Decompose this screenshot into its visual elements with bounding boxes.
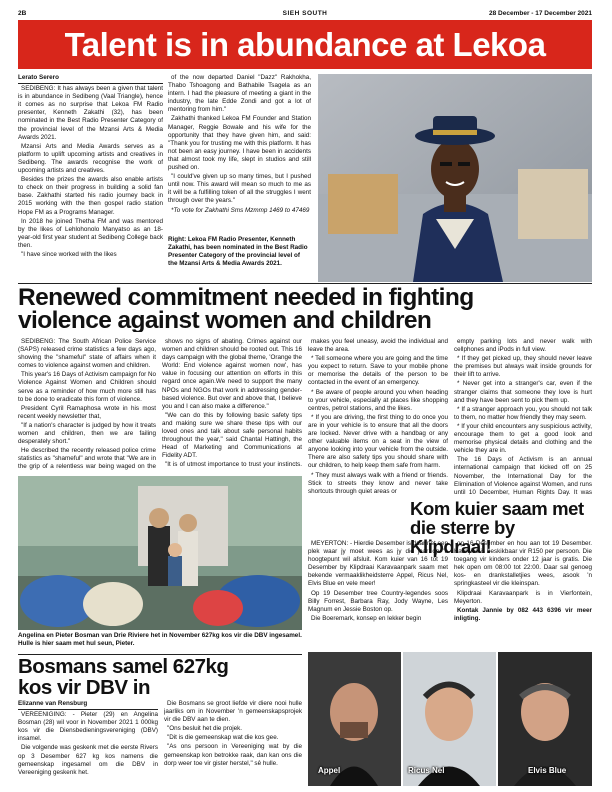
page-number: 2B bbox=[18, 10, 27, 17]
page-folio bbox=[18, 10, 592, 20]
klipdraai-article-col2 bbox=[454, 540, 592, 648]
bosmans-paragraph: "Dit is die gemeenskap wat die kos gee. bbox=[167, 734, 279, 742]
renewed-paragraph: * Tell someone where you are going and the time you expect to return. Save to your mobile phone or memorise the details of the person to be contacted in the event of an emergency. bbox=[308, 355, 448, 387]
talent-paragraph: In 2018 he joined Thetha FM and was mentored by the likes of Lehlohonolo Manyatso as an 18-year-old first year student at Sedibeng College back then. bbox=[18, 217, 163, 249]
renewed-paragraph: * Be aware of people around you when heading to your vehicle, especially at places like shopping centres, petrol stations, and the likes. bbox=[308, 388, 448, 412]
renewed-paragraph: SEDIBENG: The South African Police Service (SAPS) released crime statistics a few days ago, showing the "shameful" state of affairs when it comes to violence against women and children. bbox=[18, 338, 156, 370]
renewed-article-col3 bbox=[308, 338, 448, 506]
talent-article-col1 bbox=[18, 74, 163, 279]
talent-vote-note: *To vote for Zakhathi Sms Mzmmp 1469 to 47469 bbox=[171, 206, 310, 214]
renewed-paragraph: "It is of utmost importance to trust your instincts. bbox=[165, 461, 302, 469]
renewed-paragraph: empty parking lots and never walk with cellphones and iPods in full view. bbox=[454, 338, 592, 354]
renewed-paragraph: He described the recently released police crime statistics as "shameful" and wrote that "We are in the grip of a relentless war being waged on the bbox=[18, 447, 156, 470]
presenter-photo bbox=[318, 74, 592, 282]
talent-paragraph: SEDIBENG: It has always been a given that talent is in abundance in Sedibeng (Vaal Triangle), hence it comes as no surprise that Lekoa FM Radio presenter, Kenneth Zakathi (32), has been nominated in the Best Radio Presenter Category of the provincial level of the Mzansi Arts & Media Awards 2021. bbox=[18, 85, 163, 141]
renewed-paragraph: "We can do this by following basic safety tips and making sure we share these tips with our loved ones and talk about safe personal habits throughout the year," said Chantal Hattingh, the Head of Marketing and Communications at Fidelity ADT. bbox=[162, 411, 302, 460]
renewed-paragraph: * If they get picked up, they should never leave the premises but always wait inside grounds for their lift to arrive. bbox=[454, 355, 592, 379]
klipdraai-paragraph: Die Boeremark, konsep en lekker begin bbox=[311, 614, 422, 622]
renewed-headline-line1: Renewed commitment needed in fighting bbox=[18, 286, 474, 311]
klipdraai-paragraph: Op 19 Desember tree Country-legendes soos Billy Forrest, Barbara Ray, Jody Wayne, Les Magnum en Jessie Boston op. bbox=[308, 589, 448, 613]
renewed-paragraph: "If a nation's character is judged by how it treats women and children, then we are failing desperately short." bbox=[18, 421, 156, 446]
klipdraai-article-col1 bbox=[308, 540, 448, 648]
renewed-paragraph: President Cyril Ramaphosa wrote in his most recent weekly newsletter that, bbox=[18, 404, 156, 420]
bosmans-photo bbox=[18, 476, 302, 630]
bosmans-article-col2 bbox=[164, 700, 302, 786]
talent-headline: Talent is in abundance at Lekoa bbox=[18, 20, 592, 69]
renewed-article-col4 bbox=[454, 338, 592, 496]
publication-name: SIEH SOUTH bbox=[282, 10, 328, 17]
renewed-paragraph: * If a stranger approach you, you should not talk to them, no matter how friendly they may seem. bbox=[454, 405, 592, 421]
renewed-paragraph: shows no signs of abating. Crimes against our women and children should be rooted out. This 16 days campaign with the global theme, 'Orange the World: End violence against women now', has value in focusing our attention on efforts in this regard once again.We need to support the many NPOs and NGOs that work in addressing gender-based violence. But over and above that, I believe you and I can also make a difference." bbox=[162, 338, 302, 410]
renewed-paragraph: * Never get into a stranger's car, even if the stranger claims that someone they love is hurt and they have been sent to pick them up. bbox=[454, 380, 592, 404]
bosmans-paragraph: "Ons besluit het die projek. bbox=[167, 725, 243, 733]
talent-byline: Lerato Serero bbox=[18, 74, 163, 84]
renewed-paragraph: The 16 Days of Activism is an annual international campaign that kicked off on 25 November, the International Day for the Elimination of Violence against Women, and runs until 10 December, Human Rights Day. It was bbox=[454, 456, 592, 496]
bosmans-byline: Elizanne van Rensburg bbox=[18, 700, 158, 710]
klipdraai-contact: Kontak Jannie by 082 443 6396 vir meer inligting. bbox=[454, 606, 592, 622]
bosmans-headline: Bosmans samel 627kg kos vir DBV in bbox=[18, 655, 229, 699]
renewed-article-col2 bbox=[162, 338, 302, 470]
talent-paragraph: Besides the prizes the awards also enable artists to check on their progress in building a solid fan base. Zakhathi started his radio journey back in 2015 working with the then gospel radio station Hope FM as a Programs Manager. bbox=[18, 176, 163, 216]
bosmans-paragraph: VEREENIGING: - Pieter (29) en Angelina Bosman (28) wil voor in November 2021 1 000kg kos vir die Diensbedieningsvereniging (DBV) insamel. bbox=[18, 711, 158, 743]
klipdraai-paragraph: Klipdraai Karavaanpark is in Vierfontein, Meyerton. bbox=[454, 589, 592, 605]
issue-date: 28 December - 17 December 2021 bbox=[489, 10, 592, 17]
section-divider bbox=[18, 283, 592, 284]
klipdraai-paragraph: op 16 Desember en hou aan tot 19 Desember. Kaartjies is beskikbaar vir R150 per persoon. Die toegang vir kinders onder 12 jaar is gratis. Die hek open om 08:00 tot 22:00. Daar sal genoeg kos- en drankstalletjies wees, asook 'n springkasteel vir die kleinspan. bbox=[454, 540, 592, 588]
talent-paragraph: Zakhathi thanked Lekoa FM Founder and Station Manager, Reggie Bowale and his wife for the opportunity that they have given him, and said: "Thank you for trusting me with this platform. It has not been an easy journey. I have been in accidents that almost took my life, slept in studios and still pushed on. bbox=[168, 115, 311, 172]
renewed-paragraph: This year's 16 Days of Activism campaign for No Violence Against Women and Children should serve as a reminder of how much more still has to be done to eradicate this form of violence. bbox=[18, 371, 156, 403]
renewed-headline-line2: violence against women and children bbox=[18, 307, 432, 332]
renewed-paragraph: makes you feel uneasy, avoid the individual and leave the area. bbox=[308, 338, 448, 354]
renewed-paragraph: * If your child encounters any suspicious activity, encourage them to get a good look and memorise physical details and clothing and the vehicle they are in. bbox=[454, 422, 592, 455]
talent-paragraph: of the now departed Daniel "Dazz" Rakhokha, Thabo Tshoagong and Bathabile Tsagela as an intern. I had the pleasure of meeting a giant in the industry, the late Edde Zondi and got a lot of mentoring from him." bbox=[168, 74, 311, 114]
talent-article-col2 bbox=[168, 74, 311, 224]
artist-label-appel: Appel bbox=[318, 766, 341, 775]
artist-label-elvis-blue: Elvis Blue bbox=[528, 766, 567, 775]
talent-paragraph: "I could've given up so many times, but I pushed until now. This award will mean so much to me as it will be a fulfilling token of all the struggles I went through over the years." bbox=[168, 173, 311, 205]
renewed-article-col1 bbox=[18, 338, 156, 470]
bosmans-article-col1 bbox=[18, 700, 158, 786]
bosmans-paragraph: Die Bosmans se groot liefde vir diere nooi hulle jaarliks om in November 'n gemeenskapsprojek vir die DBV aan te dien. bbox=[164, 700, 302, 724]
klipdraai-paragraph: MEYERTON: - Hierdie Desember is daar net een plek waar jy moet wees as jy die jaar op 'n hoogtepunt wil afsluit. Kom kuier van 16 tot 19 Desember by Klipdraai Karavaanpark saam met bekende vermaaklikheidsterre Appel, Ricus Nel, Elvis Blue en vele meer! bbox=[308, 540, 448, 588]
renewed-paragraph: * If you are driving, the first thing to do once you are in your vehicle is to ensure that all the doors are locked. Never drive with a handbag or any other valuable items on a seat in the view of anyone looking into your vehicle from the outside. There are also safety tips you should share with our children, to help keep them safe from harm. bbox=[308, 413, 448, 470]
bosmans-paragraph: "As ons persoon in Vereeniging wat by die gemeenskap kon betrokke raak, dan kan ons die dorp weer toe vir gister herstel," sê hulle. bbox=[164, 743, 302, 767]
bosmans-photo-caption: Angelina en Pieter Bosman van Drie Riviere het in November 627kg kos vir die DBV ingesamel. Hulle is hier saam met hul seun, Pieter. bbox=[18, 632, 302, 648]
talent-photo-caption: Right: Lekoa FM Radio Presenter, Kenneth Zakathi, has been nominated in the Best Radio Presenter Category of the provincial level of the Mzansi Arts & Media Awards 2021. bbox=[168, 236, 308, 268]
artist-label-ricus-nel: Ricus Nel bbox=[408, 766, 445, 775]
renewed-paragraph: * They must always walk with a friend or friends. Stick to streets they know and never take shortcuts through quiet areas or bbox=[308, 471, 448, 495]
talent-paragraph: Mzansi Arts and Media Awards serves as a platform to uplift upcoming artists and creatives in Sedibeng. The awards recognise the work of upcoming artists and creatives. bbox=[18, 142, 163, 175]
bosmans-paragraph: Die volgende was geskenk met die eerste Rivers op 3 Desember 627 kg kos namens die gemeenskap ingesamel om die DBV in Vereeniging geskenk het. bbox=[18, 744, 158, 776]
talent-paragraph: "I have since worked with the likes bbox=[21, 250, 117, 258]
renewed-headline bbox=[18, 286, 592, 332]
klipdraai-headline: Kom kuier saam met die sterre by Klipdraai! bbox=[410, 498, 584, 557]
